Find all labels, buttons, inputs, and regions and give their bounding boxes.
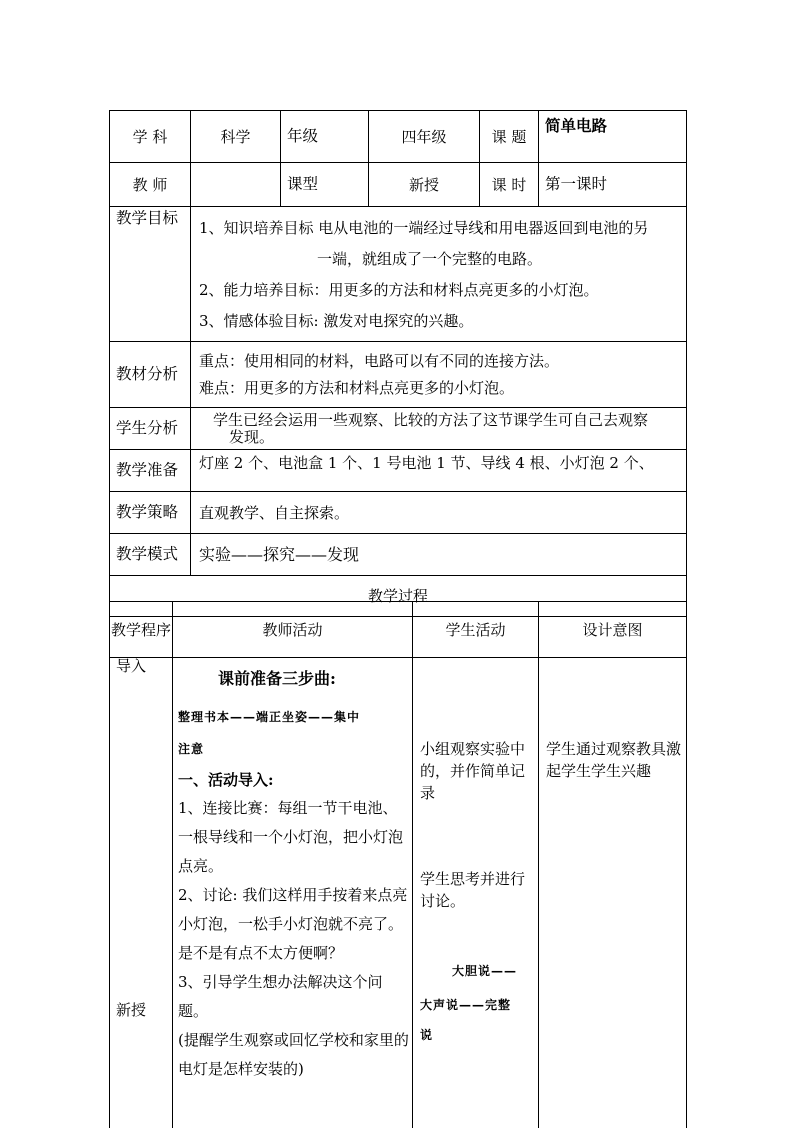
objective-3: 3、情感体验目标: 激发对电探究的兴趣。 [199, 312, 474, 330]
prep-steps-line2: 注意 [178, 742, 205, 756]
objectives-content [191, 207, 687, 342]
mode-label: 教学模式 [110, 534, 191, 576]
header-procedure: 教学程序 [110, 602, 173, 658]
teacher-value [191, 163, 281, 207]
student-analysis-content [191, 408, 687, 450]
student-activity-3-line2: 大声说——完整 [420, 998, 512, 1012]
objective-1: 1、知识培养目标 电从电池的一端经过导线和用电器返回到电池的另 [199, 219, 649, 237]
strategy-label: 教学策略 [110, 492, 191, 534]
grade-label: 年级 [281, 111, 369, 163]
stage-cell [110, 658, 173, 1128]
prep-heading: 课前准备三步曲: [218, 669, 336, 688]
design-intent-cell: 学生通过观察教具激起学生学生兴趣 [539, 658, 687, 1128]
teacher-step-4: (提醒学生观察或回忆学校和家里的电灯是怎样安装的) [178, 1031, 409, 1078]
teacher-label: 教 师 [110, 163, 191, 207]
period-label: 课 时 [480, 163, 539, 207]
student-analysis-label: 学生分析 [110, 408, 191, 450]
key-point: 重点：使用相同的材料，电路可以有不同的连接方法。 [199, 351, 560, 370]
activity-intro-heading: 一、活动导入: [178, 771, 274, 789]
prep-steps-line1: 整理书本——端正坐姿——集中 [178, 710, 361, 724]
subject-label: 学 科 [110, 111, 191, 163]
process-title: 教学过程 [110, 576, 687, 617]
mode-content: 实验——探究——发现 [191, 534, 687, 576]
student-analysis-line1: 学生已经会运用一些观察、比较的方法了这节课学生可自己去观察 [213, 411, 649, 429]
period-value: 第一课时 [539, 163, 687, 207]
student-activity-3-line3: 说 [420, 1028, 434, 1042]
teacher-step-2: 2、讨论: 我们这样用手按着来点亮小灯泡，一松手小灯泡就不亮了。是不是有点不太方便啊？ [178, 886, 408, 962]
topic-label: 课 题 [480, 111, 539, 163]
topic-value: 简单电路 [539, 111, 687, 163]
material-analysis-content [191, 342, 687, 408]
subject-value: 科学 [191, 111, 281, 163]
student-activity-cell [413, 658, 539, 1128]
header-design-intent: 设计意图 [539, 602, 687, 658]
grade-value: 四年级 [369, 111, 480, 163]
stage-new-lesson: 新授 [116, 1001, 147, 1019]
type-label: 课型 [281, 163, 369, 207]
student-analysis-line2: 发现。 [229, 428, 275, 446]
objective-1-cont: 一端，就组成了一个完整的电路。 [317, 250, 543, 268]
teacher-activity-cell [173, 658, 413, 1128]
teacher-step-3: 3、引导学生想办法解决这个问题。 [178, 973, 383, 1020]
teacher-step-1: 1、连接比赛：每组一节干电池、一根导线和一个小灯泡，把小灯泡点亮。 [178, 799, 404, 875]
objective-2: 2、能力培养目标：用更多的方法和材料点亮更多的小灯泡。 [199, 281, 599, 299]
teaching-process-table [109, 601, 687, 1128]
student-activity-2: 学生思考并进行讨论。 [420, 870, 526, 910]
lesson-info-table [109, 110, 687, 617]
material-analysis-label: 教材分析 [110, 342, 191, 408]
header-teacher-activity: 教师活动 [173, 602, 413, 658]
stage-intro: 导入 [116, 657, 147, 675]
student-activity-3-line1: 大胆说—— [452, 964, 518, 978]
student-activity-1: 小组观察实验中的，并作简单记录 [420, 740, 526, 802]
strategy-content: 直观教学、自主探索。 [191, 492, 687, 534]
header-student-activity: 学生活动 [413, 602, 539, 658]
difficulty: 难点：用更多的方法和材料点亮更多的小灯泡。 [199, 378, 515, 397]
type-value: 新授 [369, 163, 480, 207]
preparation-label: 教学准备 [110, 450, 191, 492]
preparation-content: 灯座 2 个、电池盒 1 个、1 号电池 1 节、导线 4 根、小灯泡 2 个、 [191, 450, 687, 492]
objectives-label: 教学目标 [110, 207, 191, 342]
